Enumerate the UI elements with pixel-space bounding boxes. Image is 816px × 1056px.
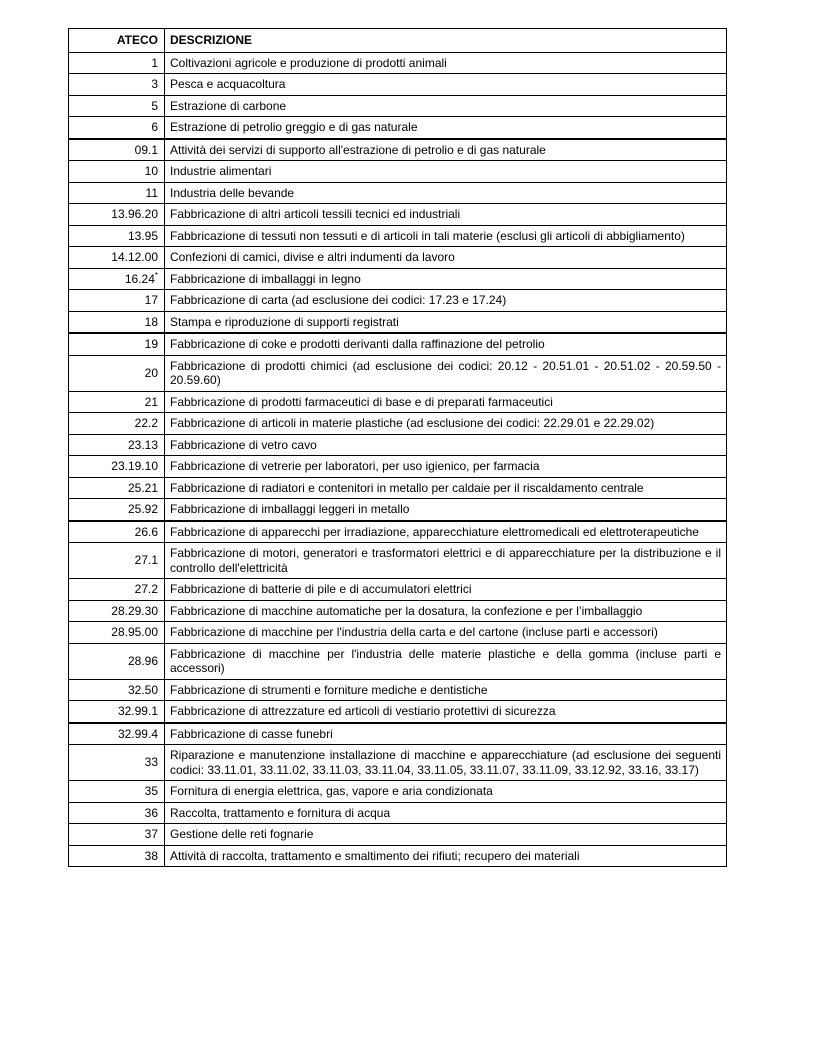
ateco-code: 10: [144, 164, 158, 178]
table-row: [69, 543, 727, 579]
ateco-code: 3: [151, 77, 158, 91]
ateco-code: 23.13: [127, 437, 158, 452]
ateco-code-cell: [69, 745, 165, 781]
description-cell: Fabbricazione di imballaggi leggeri in metallo: [165, 499, 727, 521]
description-cell: Fabbricazione di macchine per l'industria della carta e del cartone (incluse parti e accessori): [165, 622, 727, 644]
ateco-code: 36: [144, 805, 158, 820]
ateco-code-cell: [69, 622, 165, 644]
ateco-code: 32.99.1: [117, 704, 158, 718]
description-cell: Fabbricazione di coke e prodotti derivanti dalla raffinazione del petrolio: [165, 333, 727, 355]
ateco-code-cell: [69, 268, 165, 290]
description-cell: Fabbricazione di motori, generatori e trasformatori elettrici e di apparecchiature per la distribuzione e il controllo dell'elettricità: [165, 543, 727, 579]
table-row: [69, 268, 727, 290]
description-cell: Fabbricazione di macchine per l'industria delle materie plastiche e della gomma (incluse parti e accessori): [165, 643, 727, 679]
column-header-descrizione: DESCRIZIONE: [165, 29, 727, 53]
ateco-code: 27.1: [134, 553, 158, 568]
description-cell: Pesca e acquacoltura: [165, 74, 727, 96]
description-cell: Estrazione di carbone: [165, 95, 727, 117]
table-row: [69, 701, 727, 723]
ateco-code: 25.92: [127, 502, 158, 516]
description-cell: Fabbricazione di apparecchi per irradiazione, apparecchiature elettromedicali ed elettroterapeutiche: [165, 521, 727, 543]
ateco-code-cell: [69, 434, 165, 456]
description-cell: Attività dei servizi di supporto all'estrazione di petrolio e di gas naturale: [165, 139, 727, 161]
ateco-code-cell: [69, 290, 165, 312]
table-row: [69, 311, 727, 333]
ateco-code: 13.96.20: [111, 207, 158, 221]
ateco-code: 32.50: [127, 682, 158, 697]
ateco-code-cell: [69, 413, 165, 435]
ateco-code-cell: [69, 225, 165, 247]
ateco-code: 16.24: [124, 271, 155, 286]
table-row: [69, 139, 727, 161]
description-cell: Fabbricazione di prodotti farmaceutici di base e di preparati farmaceutici: [165, 391, 727, 413]
description-cell: Fabbricazione di carta (ad esclusione dei codici: 17.23 e 17.24): [165, 290, 727, 312]
ateco-code: 09.1: [134, 142, 158, 157]
description-cell: Riparazione e manutenzione installazione di macchine e apparecchiature (ad esclusione dei seguenti codici: 33.11.01, 33.11.02, 33.11.03, 33.11.04, 33.11.05, 33.11.07, 33.11.09, 33.12.92, 33.16, 33.17): [165, 745, 727, 781]
table-row: [69, 622, 727, 644]
table-header-row: [69, 29, 727, 53]
table-row: [69, 74, 727, 96]
ateco-code-cell: [69, 499, 165, 521]
description-cell: Fabbricazione di attrezzature ed articoli di vestiario protettivi di sicurezza: [165, 701, 727, 723]
description-cell: Estrazione di petrolio greggio e di gas naturale: [165, 117, 727, 139]
ateco-code-cell: [69, 456, 165, 478]
ateco-table: [68, 28, 727, 867]
ateco-code-cell: [69, 781, 165, 803]
description-cell: Fabbricazione di vetro cavo: [165, 434, 727, 456]
ateco-code-cell: [69, 600, 165, 622]
table-row: [69, 477, 727, 499]
description-cell: Fabbricazione di batterie di pile e di accumulatori elettrici: [165, 579, 727, 601]
description-cell: Fabbricazione di macchine automatiche per la dosatura, la confezione e per l’imballaggio: [165, 600, 727, 622]
ateco-code-cell: [69, 182, 165, 204]
table-row: [69, 413, 727, 435]
ateco-code-cell: [69, 95, 165, 117]
table-row: [69, 600, 727, 622]
description-cell: Fabbricazione di articoli in materie plastiche (ad esclusione dei codici: 22.29.01 e 22.29.02): [165, 413, 727, 435]
description-cell: Fabbricazione di casse funebri: [165, 723, 727, 745]
table-row: [69, 355, 727, 391]
table-row: [69, 290, 727, 312]
ateco-code: 6: [151, 120, 158, 134]
table-row: [69, 434, 727, 456]
description-cell: Industria delle bevande: [165, 182, 727, 204]
table-row: [69, 456, 727, 478]
table-row: [69, 247, 727, 269]
table-row: [69, 579, 727, 601]
table-row: [69, 204, 727, 226]
table-row: [69, 643, 727, 679]
description-cell: Fabbricazione di imballaggi in legno: [165, 268, 727, 290]
ateco-code-cell: [69, 723, 165, 745]
column-header-ateco: ATECO: [69, 29, 165, 53]
description-cell: Fornitura di energia elettrica, gas, vapore e aria condizionata: [165, 781, 727, 803]
ateco-code: 25.21: [127, 480, 158, 495]
table-row: [69, 723, 727, 745]
ateco-code: 21: [144, 394, 158, 409]
ateco-code-cell: [69, 543, 165, 579]
ateco-code-cell: [69, 845, 165, 867]
ateco-code-cell: [69, 643, 165, 679]
ateco-code: 26.6: [134, 524, 158, 539]
table-row: [69, 333, 727, 355]
ateco-code-cell: [69, 477, 165, 499]
ateco-code-cell: [69, 521, 165, 543]
ateco-code-cell: [69, 824, 165, 846]
description-cell: Fabbricazione di prodotti chimici (ad esclusione dei codici: 20.12 - 20.51.01 - 20.51.02 - 20.59.50 - 20.59.60): [165, 355, 727, 391]
table-row: [69, 521, 727, 543]
ateco-code: 11: [145, 185, 158, 200]
ateco-code: 28.95.00: [111, 625, 158, 639]
ateco-code: 20: [144, 365, 158, 380]
table-row: [69, 52, 727, 74]
ateco-code: 35: [144, 784, 158, 798]
table-row: [69, 182, 727, 204]
ateco-code-cell: [69, 74, 165, 96]
ateco-code: 28.29.30: [111, 603, 158, 618]
table-row: [69, 499, 727, 521]
description-cell: Coltivazioni agricole e produzione di prodotti animali: [165, 52, 727, 74]
table-row: [69, 781, 727, 803]
ateco-code-cell: [69, 204, 165, 226]
ateco-code-cell: [69, 139, 165, 161]
document-page: [68, 28, 726, 867]
description-cell: Gestione delle reti fognarie: [165, 824, 727, 846]
table-row: [69, 117, 727, 139]
ateco-code: 5: [151, 98, 158, 113]
ateco-code-cell: [69, 161, 165, 183]
ateco-code-cell: [69, 333, 165, 355]
ateco-code-cell: [69, 802, 165, 824]
table-body: [69, 52, 727, 867]
ateco-code: 37: [144, 827, 158, 841]
ateco-code: 13.95: [127, 228, 158, 243]
table-row: [69, 824, 727, 846]
ateco-code: 22.2: [134, 416, 158, 430]
ateco-code: 28.96: [127, 653, 158, 668]
ateco-code: 14.12.00: [111, 250, 158, 264]
ateco-code: 17: [144, 293, 158, 307]
table-row: [69, 391, 727, 413]
footnote-marker: *: [154, 270, 158, 280]
description-cell: Stampa e riproduzione di supporti registrati: [165, 311, 727, 333]
ateco-code-cell: [69, 579, 165, 601]
table-row: [69, 161, 727, 183]
ateco-code-cell: [69, 679, 165, 701]
description-cell: Industrie alimentari: [165, 161, 727, 183]
ateco-code: 1: [151, 55, 158, 70]
description-cell: Fabbricazione di vetrerie per laboratori, per uso igienico, per farmacia: [165, 456, 727, 478]
description-cell: Fabbricazione di radiatori e contenitori in metallo per caldaie per il riscaldamento centrale: [165, 477, 727, 499]
ateco-code-cell: [69, 311, 165, 333]
ateco-code-cell: [69, 117, 165, 139]
ateco-code: 18: [144, 314, 158, 329]
table-row: [69, 802, 727, 824]
table-row: [69, 225, 727, 247]
ateco-code: 23.19.10: [111, 459, 158, 473]
ateco-code: 38: [144, 848, 158, 863]
ateco-code: 27.2: [134, 582, 158, 596]
ateco-code-cell: [69, 247, 165, 269]
ateco-code-cell: [69, 52, 165, 74]
description-cell: Fabbricazione di altri articoli tessili tecnici ed industriali: [165, 204, 727, 226]
ateco-code-cell: [69, 391, 165, 413]
description-cell: Confezioni di camici, divise e altri indumenti da lavoro: [165, 247, 727, 269]
description-cell: Fabbricazione di tessuti non tessuti e di articoli in tali materie (esclusi gli articoli di abbigliamento): [165, 225, 727, 247]
ateco-code: 33: [144, 755, 158, 770]
description-cell: Fabbricazione di strumenti e forniture mediche e dentistiche: [165, 679, 727, 701]
description-cell: Attività di raccolta, trattamento e smaltimento dei rifiuti; recupero dei materiali: [165, 845, 727, 867]
table-row: [69, 845, 727, 867]
description-cell: Raccolta, trattamento e fornitura di acqua: [165, 802, 727, 824]
table-row: [69, 95, 727, 117]
table-row: [69, 745, 727, 781]
ateco-code: 19: [144, 337, 158, 351]
table-row: [69, 679, 727, 701]
ateco-code: 32.99.4: [117, 726, 158, 741]
ateco-code-cell: [69, 701, 165, 723]
ateco-code-cell: [69, 355, 165, 391]
